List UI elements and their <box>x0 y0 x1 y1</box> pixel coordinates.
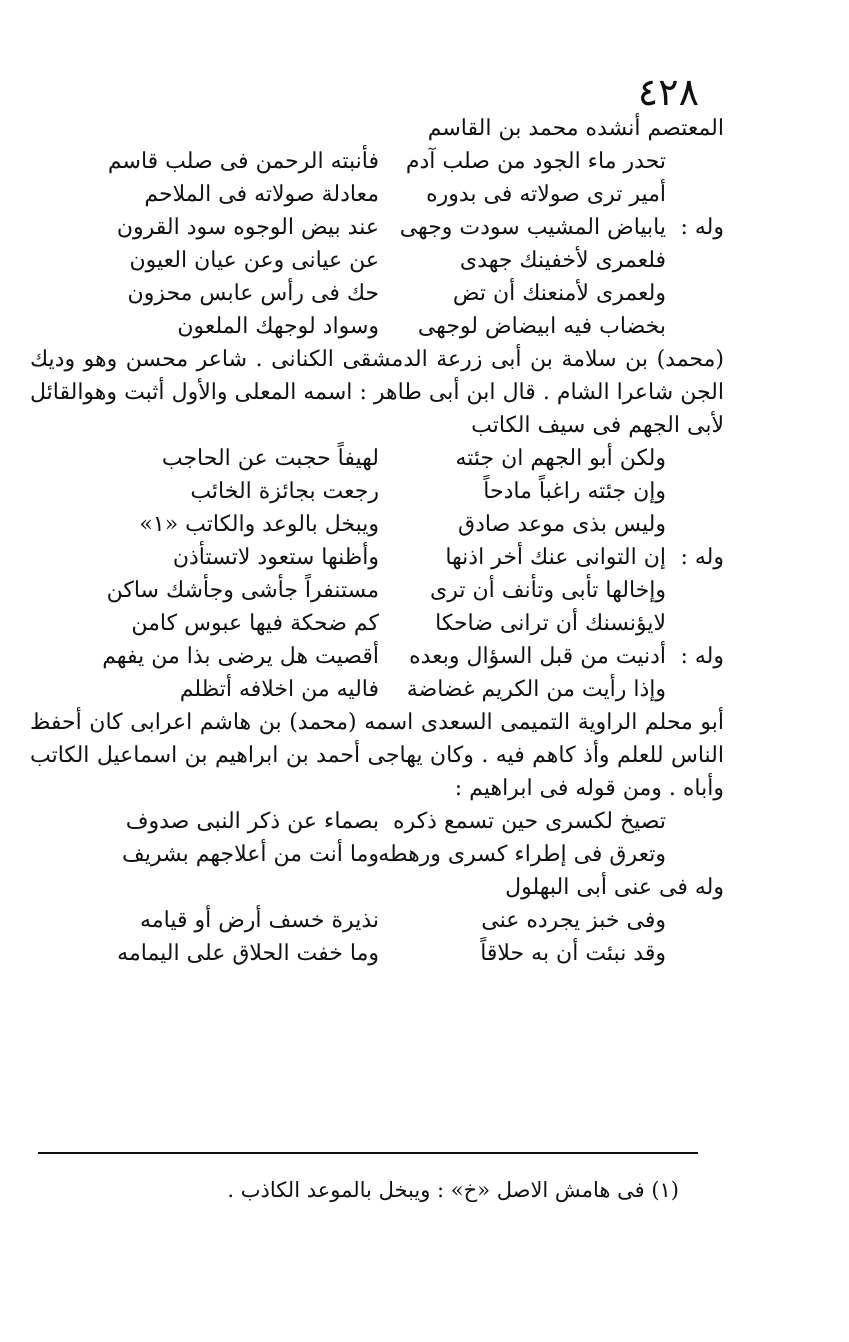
verse-second-hemistich: بصماء عن ذكر النبى صدوف <box>125 809 379 834</box>
verse-couplet <box>30 838 724 871</box>
prose-line: أبو محلم الراوية التميمى السعدى اسمه (محمد) بن هاشم اعرابى كان أحفظ <box>30 710 724 735</box>
verse-first-hemistich: وإخالها تأبى وتأنف أن ترى <box>430 578 666 603</box>
verse-second-hemistich: وما خفت الحلاق على اليمامه <box>117 941 379 966</box>
verse-intro-label: وله : <box>680 644 724 669</box>
verse-first-hemistich: تحدر ماء الجود من صلب آدم <box>405 149 666 174</box>
verse-first-hemistich: وتعرق فى إطراء كسرى ورهطه <box>378 842 666 867</box>
verse-second-hemistich: وأظنها ستعود لاتستأذن <box>172 545 379 570</box>
verse-first-hemistich: تصيخ لكسرى حين تسمع ذكره <box>393 809 666 834</box>
page-number: ٤٢٨ <box>637 70 699 114</box>
verse-first-hemistich: بخضاب فيه ابيضاض لوجهى <box>417 314 666 339</box>
verse-first-hemistich: لايؤنسنك أن ترانى ضاحكا <box>435 611 666 636</box>
verse-couplet <box>30 805 724 838</box>
prose-line: الجن شاعرا الشام . قال ابن أبى طاهر : اسمه المعلى والأول أثبت وهوالقائل <box>30 380 724 405</box>
verse-couplet <box>30 310 724 343</box>
verse-first-hemistich: وقد نبئت أن به حلاقاً <box>480 941 666 966</box>
verse-couplet <box>30 244 724 277</box>
verse-first-hemistich: أدنيت من قبل السؤال وبعده <box>409 644 666 669</box>
verse-first-hemistich: يابياض المشيب سودت وجهى <box>399 215 666 240</box>
verse-second-hemistich: عن عيانى وعن عيان العيون <box>129 248 379 273</box>
verse-first-hemistich: وإن جئته راغباً مادحاً <box>483 479 666 504</box>
verse-second-hemistich: رجعت بجائزة الخائب <box>190 479 379 504</box>
verse-first-hemistich: وإذا رأيت من الكريم غضاضة <box>406 677 666 702</box>
verse-intro-label: وله : <box>680 545 724 570</box>
verse-first-hemistich: أمير ترى صولاته فى بدوره <box>426 182 666 207</box>
verse-second-hemistich: وسواد لوجهك الملعون <box>177 314 379 339</box>
verse-second-hemistich: لهيفاً حجبت عن الحاجب <box>161 446 379 471</box>
verse-first-hemistich: إن التوانى عنك أخر اذنها <box>445 545 666 570</box>
verse-second-hemistich: حك فى رأس عابس محزون <box>127 281 379 306</box>
verse-first-hemistich: ولعمرى لأمنعنك أن تض <box>452 281 666 306</box>
prose-line: (محمد) بن سلامة بن أبى زرعة الدمشقى الكنانى . شاعر محسن وهو وديك <box>30 347 724 372</box>
verse-second-hemistich: فاليه من اخلافه أتظلم <box>179 677 379 702</box>
verse-second-hemistich: نذيرة خسف أرض أو قيامه <box>140 908 379 933</box>
verse-second-hemistich: فأنبته الرحمن فى صلب قاسم <box>107 149 379 174</box>
verse-second-hemistich: وما أنت من أعلاجهم بشريف <box>122 842 379 867</box>
verse-second-hemistich: ويبخل بالوعد والكاتب «١» <box>139 512 379 537</box>
prose-line: وأباه . ومن قوله فى ابراهيم : <box>454 776 724 801</box>
verse-first-hemistich: ولكن أبو الجهم ان جئته <box>455 446 666 471</box>
verse-second-hemistich: معادلة صولاته فى الملاحم <box>144 182 379 207</box>
prose-line: لأبى الجهم فى سيف الكاتب <box>471 413 724 438</box>
footnote: (١) فى هامش الاصل «خ» : ويبخل بالموعد الكاذب . <box>227 1178 679 1202</box>
verse-couplet <box>30 211 724 244</box>
prose-line: وله فى عنى أبى البهلول <box>505 875 724 900</box>
verse-couplet <box>30 904 724 937</box>
verse-first-hemistich: فلعمرى لأخفينك جهدى <box>459 248 666 273</box>
verse-couplet <box>30 937 724 970</box>
footnote-divider <box>38 1152 698 1154</box>
verse-couplet <box>30 673 724 706</box>
prose-line: الناس للعلم وأذ كاهم فيه . وكان يهاجى أحمد بن ابراهيم بن اسماعيل الكاتب <box>30 743 724 768</box>
verse-couplet <box>30 442 724 475</box>
verse-intro-label: وله : <box>680 215 724 240</box>
verse-couplet <box>30 541 724 574</box>
verse-couplet <box>30 178 724 211</box>
verse-first-hemistich: وفى خبز يجرده عنى <box>481 908 666 933</box>
verse-couplet <box>30 508 724 541</box>
page-body <box>30 112 724 970</box>
verse-second-hemistich: مستنفراً جأشى وجأشك ساكن <box>106 578 379 603</box>
verse-couplet <box>30 475 724 508</box>
verse-couplet <box>30 640 724 673</box>
verse-second-hemistich: كم ضحكة فيها عبوس كامن <box>131 611 379 636</box>
verse-couplet <box>30 574 724 607</box>
verse-first-hemistich: وليس بذى موعد صادق <box>458 512 666 537</box>
verse-couplet <box>30 607 724 640</box>
verse-couplet <box>30 277 724 310</box>
verse-second-hemistich: عند بيض الوجوه سود القرون <box>116 215 379 240</box>
verse-second-hemistich: أقصيت هل يرضى بذا من يفهم <box>102 644 379 669</box>
prose-line: المعتصم أنشده محمد بن القاسم <box>427 116 724 141</box>
verse-couplet <box>30 145 724 178</box>
